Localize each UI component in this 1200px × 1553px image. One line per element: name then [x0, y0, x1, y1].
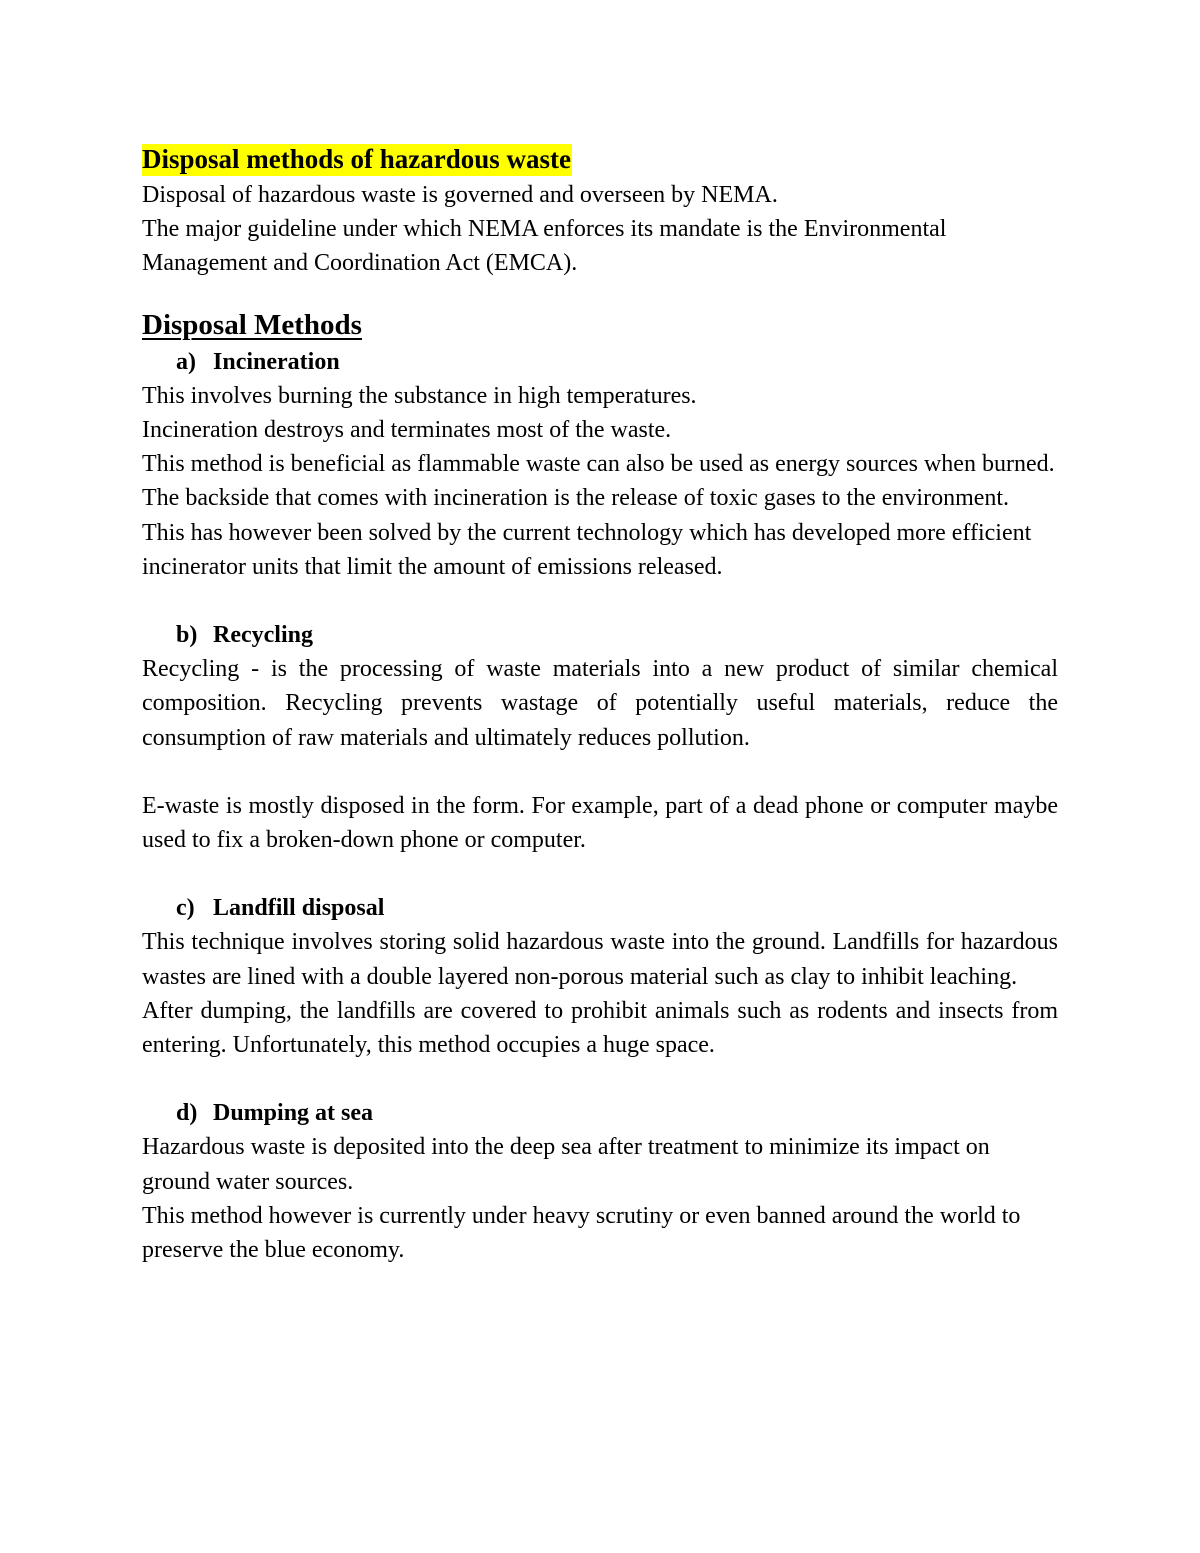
spacer	[142, 857, 1058, 891]
incineration-paragraph-1: This involves burning the substance in high temperatures.	[142, 382, 697, 409]
landfill-paragraph-1: This technique involves storing solid hazardous waste into the ground. Landfills for hazardous wastes are lined with a double layered non-porous material such as clay to inhibit leaching.	[142, 929, 1058, 990]
list-marker: c)	[176, 895, 195, 922]
spacer	[142, 1062, 1058, 1096]
intro-paragraph-1: Disposal of hazardous waste is governed and overseen by NEMA.	[142, 182, 778, 208]
highlighted-title-text: Disposal methods of hazardous waste	[142, 144, 572, 174]
section-title: Disposal Methods	[142, 308, 362, 341]
method-title: Dumping at sea	[213, 1100, 374, 1127]
incineration-paragraph-4: The backside that comes with incineration is the release of toxic gases to the environment.	[142, 485, 1010, 512]
dumping-paragraph-1: Hazardous waste is deposited into the deep sea after treatment to minimize its impact on ground water sources.	[142, 1134, 990, 1195]
incineration-paragraph-5: This has however been solved by the current technology which has developed more efficient incinerator units that limit the amount of emissions released.	[142, 519, 1032, 580]
dumping-paragraph-2: This method however is currently under heavy scrutiny or even banned around the world to preserve the blue economy.	[142, 1202, 1021, 1264]
intro-paragraph-2: The major guideline under which NEMA enforces its mandate is the Environmental Management and Coordination Act (EMCA).	[142, 216, 947, 277]
recycling-paragraph-1: Recycling - is the processing of waste materials into a new product of similar chemical composition. Recycling prevents wastage of potentially useful materials, reduce the consumption of raw materials and ultimately reduces pollution.	[142, 656, 1058, 751]
method-title: Landfill disposal	[213, 895, 385, 922]
landfill-paragraph-2: After dumping, the landfills are covered to prohibit animals such as rodents and insects from entering. Unfortunately, this method occupies a huge space.	[142, 997, 1058, 1059]
list-marker: a)	[176, 348, 196, 375]
method-heading-recycling	[142, 618, 1058, 652]
document-title	[142, 140, 1058, 178]
method-heading-landfill	[142, 891, 1058, 925]
method-title: Recycling	[213, 622, 313, 649]
list-marker: b)	[176, 622, 198, 649]
incineration-paragraph-3: This method is beneficial as flammable waste can also be used as energy sources when burned.	[142, 451, 1055, 478]
spacer	[142, 584, 1058, 618]
spacer	[142, 755, 1058, 789]
method-heading-incineration	[142, 345, 1058, 379]
method-heading-dumping-at-sea	[142, 1096, 1058, 1130]
incineration-paragraph-2: Incineration destroys and terminates most of the waste.	[142, 417, 672, 444]
recycling-paragraph-2: E-waste is mostly disposed in the form. For example, part of a dead phone or computer maybe used to fix a broken-down phone or computer.	[142, 792, 1058, 854]
document-page	[142, 140, 1058, 1267]
list-marker: d)	[176, 1100, 198, 1127]
method-title: Incineration	[213, 348, 340, 375]
